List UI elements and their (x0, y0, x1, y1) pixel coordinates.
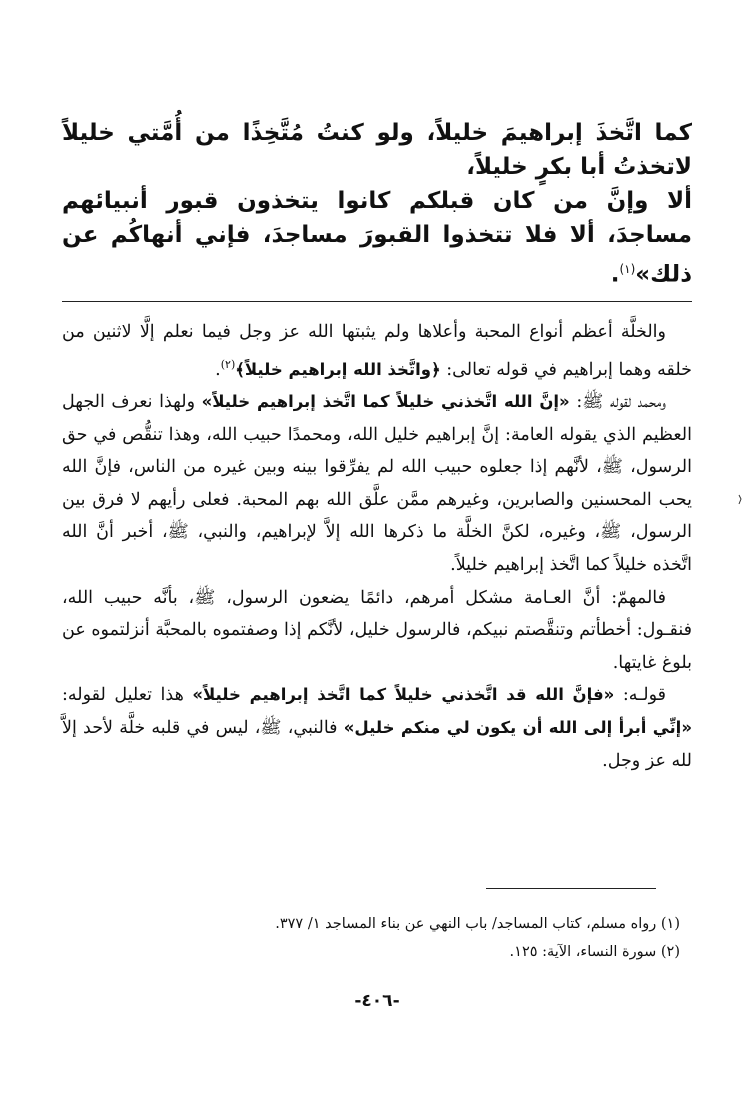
commentary-paragraph-2: ومحمد لقوله ﷺ: «إنَّ الله اتَّخذني خليلاً كما اتَّخذ إبراهيم خليلاً» ولهذا نعرف الجهل العظيم الذي يقوله العامة: إنَّ إبراهيم خليل الله، ومحمدًا حبيب الله، وهذا تنقُّص في حق الرسول، ﷺ، لأنَّهم إذا جعلوه حبيب الله لم يفرِّقوا بينه وبين غيره من الناس، فإنَّ الله يحب المحسنين والصابرين، وغيرهم ممَّن علَّق الله بهم المحبة. فعلى رأيهم لا فرق بين الرسول، ﷺ، وغيره، لكنَّ الخلَّة ما ذكرها الله إلاَّ لإبراهيم، والنبي، ﷺ، أخبر أنَّ الله اتَّخذه خليلاً كما اتَّخذ إبراهيم خليلاً. (62, 392, 692, 575)
quran-quote: ﴿واتَّخذ الله إبراهيم خليلاً﴾ (235, 359, 441, 379)
section-divider (62, 301, 692, 302)
hadith-quote: «إنَّ الله اتَّخذني خليلاً كما اتَّخذ إبراهيم خليلاً» (201, 392, 570, 412)
footnote-ref-2: (٢) (220, 357, 236, 371)
hadith-text (62, 116, 692, 292)
footnote-1: (١) رواه مسلم، كتاب المساجد/ باب النهي عن بناء المساجد ١/ ٣٧٧. (275, 916, 680, 932)
footnotes (100, 910, 680, 966)
commentary-text (62, 316, 692, 777)
commentary-paragraph-1: والخلَّة أعظم أنواع المحبة وأعلاها ولم يثبتها الله عز وجل فيما نعلم إلَّا لاثنين من خلقه وهما إبراهيم في قوله تعالى: ﴿واتَّخذ الله إبراهيم خليلاً﴾$^{(٢)}$. (62, 322, 692, 380)
footnote-2: (٢) سورة النساء، الآية: ١٢٥. (509, 944, 680, 960)
hadith-quote: «إنِّي أبرأ إلى الله أن يكون لي منكم خليل» (343, 717, 692, 737)
commentary-paragraph-3: فالمهمّ: أنَّ العـامة مشكل أمرهم، دائمًا يضعون الرسول، ﷺ، بأنَّه حبيب الله، فنقـول: أخطأتم وتنقَّصتم نبيكم، فالرسول خليل، لأنَّكم إذا وصفتموه بالمحبَّة أنزلتموه عن بلوغ غايتها. (62, 587, 692, 673)
hadith-paragraph-1: كما اتَّخذَ إبراهيمَ خليلاً، ولو كنتُ مُتَّخِذًا من أُمَّتي خليلاً لاتخذتُ أبا بكرٍ خليلاً، (62, 120, 692, 180)
margin-mark-icon (738, 494, 743, 505)
hadith-quote: «فإنَّ الله قد اتَّخذني خليلاً كما اتَّخذ إبراهيم خليلاً» (192, 685, 615, 705)
hadith-paragraph-2: ألا وإنَّ من كان قبلكم كانوا يتخذون قبور أنبيائهم مساجدَ، ألا فلا تتخذوا القبورَ مساجدَ، فإني أنهاكُم عن ذلك»$^{(١)}$. (62, 188, 692, 288)
footnote-ref-1: (١) (619, 262, 636, 276)
page-number: -٤٠٦- (354, 991, 400, 1011)
commentary-paragraph-4: قولـه: «فإنَّ الله قد اتَّخذني خليلاً كما اتَّخذ إبراهيم خليلاً» هذا تعليل لقوله: «إنِّي أبرأ إلى الله أن يكون لي منكم خليل» فالنبي، ﷺ، ليس في قلبه خلَّة لأحد إلاَّ لله عز وجل. (62, 685, 692, 771)
footnote-divider (486, 888, 656, 889)
